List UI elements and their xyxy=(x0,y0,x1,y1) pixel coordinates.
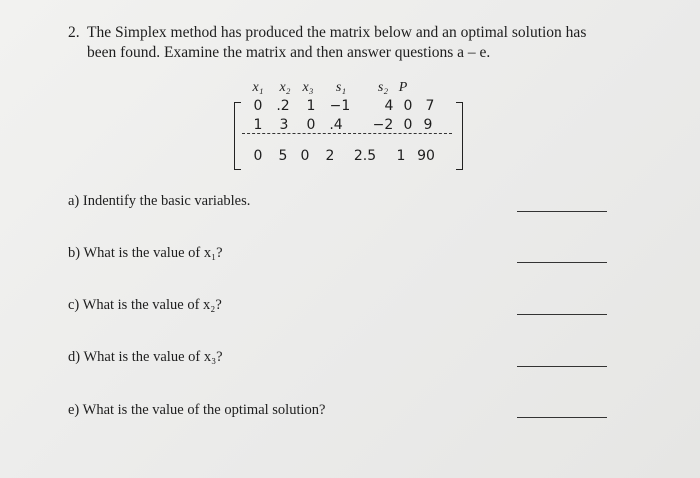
matrix-header-s1: s₁ xyxy=(335,80,347,95)
matrix-cell: 3 xyxy=(279,117,289,133)
question-text-line-1: The Simplex method has produced the matrix below and an optimal solution has xyxy=(87,24,587,41)
matrix-cell: 2.5 xyxy=(353,148,377,164)
part-e-question: e) What is the value of the optimal solution? xyxy=(68,402,326,418)
matrix-cell: 0 xyxy=(403,98,413,114)
matrix-cell: 9 xyxy=(423,117,433,133)
matrix-cell: 1 xyxy=(306,98,316,114)
matrix-cell: 0 xyxy=(253,98,263,114)
matrix-cell: 5 xyxy=(278,148,288,164)
question-number: 2. xyxy=(68,24,80,41)
matrix-header-x2: x₂ xyxy=(279,80,291,95)
part-a-answer-line[interactable] xyxy=(517,211,607,212)
question-text-line-2: been found. Examine the matrix and then answer questions a – e. xyxy=(87,44,491,61)
matrix-cell: 0 xyxy=(403,117,413,133)
matrix-cell: .2 xyxy=(276,98,290,114)
matrix-header-s2: s₂ xyxy=(377,80,389,95)
matrix-cell: 2 xyxy=(325,148,335,164)
matrix-cell: −2 xyxy=(372,117,394,133)
part-b-question: b) What is the value of x₁? xyxy=(68,245,223,261)
matrix-header-x3: x₃ xyxy=(302,80,314,95)
matrix-cell: .4 xyxy=(329,117,343,133)
matrix-cell: 1 xyxy=(396,148,406,164)
matrix-cell: 0 xyxy=(253,148,263,164)
matrix-left-bracket xyxy=(234,102,241,170)
matrix-separator-line xyxy=(242,133,452,134)
part-a-question: a) Indentify the basic variables. xyxy=(68,193,251,209)
matrix-right-bracket xyxy=(456,102,463,170)
part-c-question: c) What is the value of x₂? xyxy=(68,297,222,313)
simplex-matrix xyxy=(228,80,468,172)
part-e-answer-line[interactable] xyxy=(517,417,607,418)
matrix-header-x1: x₁ xyxy=(252,80,264,95)
part-d-answer-line[interactable] xyxy=(517,366,607,367)
matrix-cell: 1 xyxy=(253,117,263,133)
matrix-cell: 7 xyxy=(425,98,435,114)
part-b-answer-line[interactable] xyxy=(517,262,607,263)
matrix-cell: 0 xyxy=(306,117,316,133)
matrix-cell: 90 xyxy=(417,148,435,164)
part-d-question: d) What is the value of x₃? xyxy=(68,349,223,365)
part-c-answer-line[interactable] xyxy=(517,314,607,315)
matrix-cell: −1 xyxy=(329,98,351,114)
matrix-cell: 4 xyxy=(384,98,394,114)
matrix-cell: 0 xyxy=(300,148,310,164)
matrix-header-p: P xyxy=(398,80,408,95)
